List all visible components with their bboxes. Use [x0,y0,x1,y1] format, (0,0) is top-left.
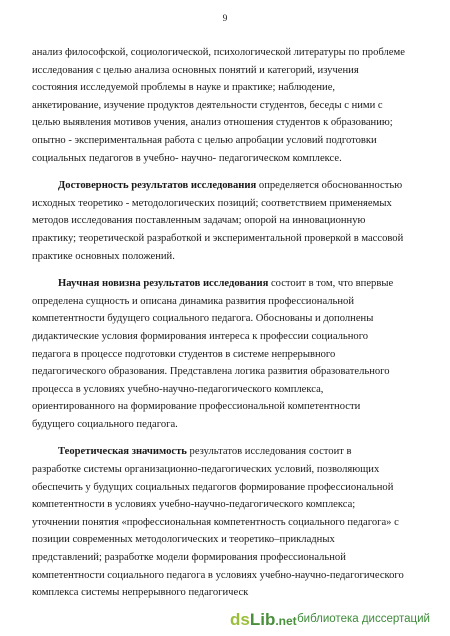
text-line: разработке системы организационно-педагогических условий, позволяющих [32,464,380,476]
text-line: дидактические условия формирования интереса к профессии социального [32,330,369,342]
text-line: уточнении понятия «профессиональная компетентность социального педагога» с [32,516,399,528]
significance-heading: Теоретическая значимость [58,446,187,458]
text-line: ориентированного на формирование профессиональной компетентности [32,401,361,413]
text-line: практике основных положений. [32,250,175,262]
text-line: обеспечить у будущих социальных педагогов формирование профессиональной [32,481,394,493]
significance-first-text: результатов исследования состоит в [186,446,352,458]
logo-ds-part: ds [230,610,250,629]
text-line: методов исследования поставленным задачам; опорой на инновационную [32,215,366,227]
watermark-caption: библиотека диссертаций [297,613,430,625]
text-line: исходных теоретико - методологических позиций; соответствием применяемых [32,197,392,209]
text-line: практику; теоретической разработкой и экспериментальной проверкой в массовой [32,232,404,244]
text-line: определена сущность и описана динамика развития профессиональной [32,295,354,307]
text-line: исследования с целью анализа основных понятий и категорий, изучения [32,64,359,76]
text-line: педагога в процессе подготовки студентов в системе непрерывного [32,348,336,360]
text-line: комплекса системы непрерывного педагогическ [32,587,249,599]
text-line: позиции современных методологических и теоретико–прикладных [32,534,335,546]
text-line: представлений; разработке модели формирования профессиональной [32,552,346,564]
text-line: анкетирование, изучение продуктов деятельности студентов, беседы с ними с [32,99,383,111]
novelty-first-text: состоит в том, что впервые [268,278,394,290]
novelty-heading: Научная новизна результатов исследования [58,278,269,290]
text-line: процесса в условиях учебно-научно-педагогического комплекса, [32,383,324,395]
svg-text:dsLib.net [230,610,297,629]
text-line: анализ философской, социологической, психологической литературы по проблеме [32,47,405,58]
paragraph-significance [32,443,422,601]
paragraph-methods [32,44,422,167]
paragraph-first-line [32,177,422,195]
paragraph-reliability [32,177,422,265]
paragraph-first-line [32,275,422,293]
text-line: будущего социального педагога. [32,418,178,430]
text-line: компетентности социального педагога в условиях учебно-научно-педагогического [32,569,404,581]
paragraph-first-line [32,443,422,461]
text-line: целью выявления мотивов учения, анализ отношения студентов к образованию; [32,117,393,129]
text-line: педагогического образования. Представлена логика развития образовательного [32,366,390,378]
logo-lib-part: Lib [249,610,276,629]
dslib-watermark [226,605,436,632]
page-number: 9 [222,14,228,24]
text-line: состояния исследуемой проблемы в науке и практике; наблюдение, [32,82,336,94]
logo-net-part: .net [275,614,297,628]
text-line: социальных педагогов в учебно- научно- педагогическом комплексе. [32,152,342,164]
document-body [32,44,422,602]
text-line: компетентности будущего социального педагога. Обоснованы и дополнены [32,313,374,325]
reliability-heading: Достоверность результатов исследования [58,180,257,192]
paragraph-novelty [32,275,422,433]
dslib-logo [230,608,297,630]
text-line: опытно - экспериментальная работа с целью апробации условий подготовки [32,134,377,146]
reliability-first-text: определяется обоснованностью [256,180,403,192]
text-line: компетентности в условиях учебно-научно-педагогического комплекса; [32,499,356,511]
